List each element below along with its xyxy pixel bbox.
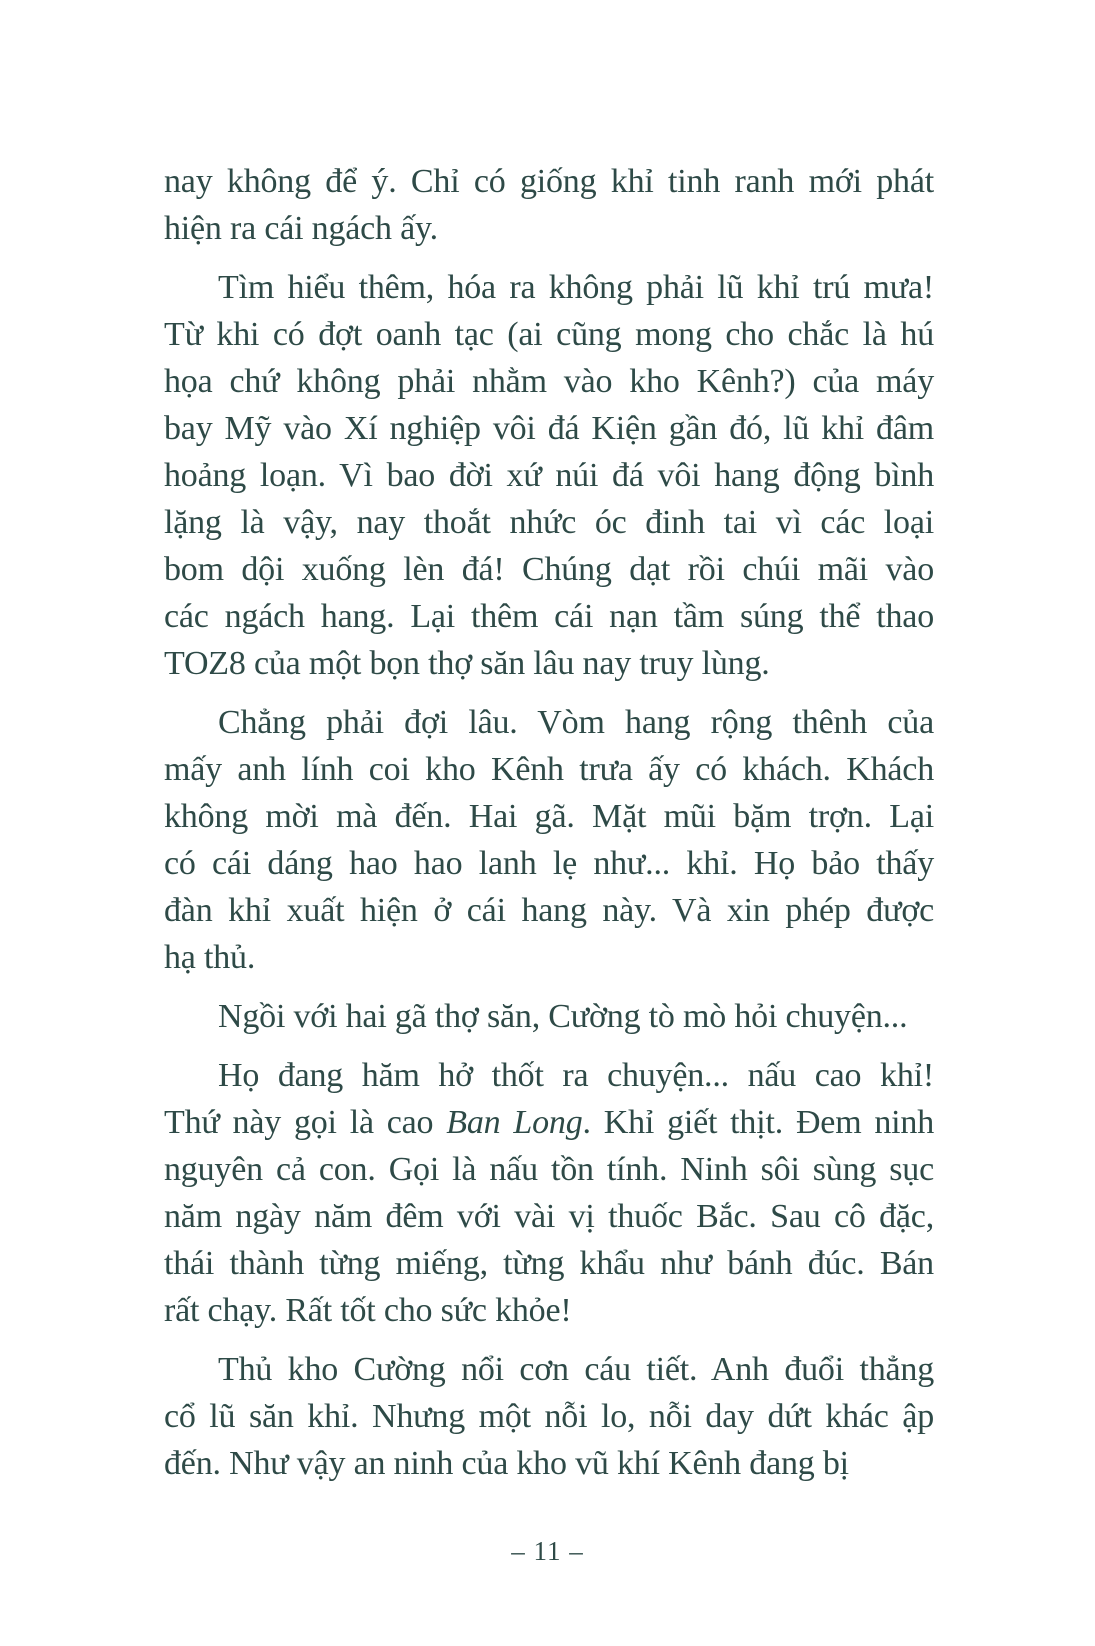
page-number: – 11 –: [511, 1536, 584, 1566]
paragraph: [164, 158, 934, 252]
text-line: [164, 358, 934, 405]
text-line: [164, 1146, 934, 1193]
text-line: [164, 1393, 934, 1440]
text-segment: bay Mỹ vào Xí nghiệp vôi đá Kiện gần đó, lũ khỉ đâm: [164, 410, 934, 447]
text-line: [164, 1099, 934, 1146]
text-line: [164, 1193, 934, 1240]
text-line: [164, 452, 934, 499]
text-line: [164, 499, 934, 546]
paragraph: [164, 1052, 934, 1334]
text-segment: hiện ra cái ngách ấy.: [164, 210, 438, 247]
text-segment: họa chứ không phải nhằm vào kho Kênh?) của máy: [164, 363, 934, 400]
paragraph: [164, 699, 934, 981]
text-segment: TOZ8 của một bọn thợ săn lâu nay truy lùng.: [164, 645, 770, 682]
text-segment: rất chạy. Rất tốt cho sức khỏe!: [164, 1292, 572, 1329]
text-line: [164, 887, 934, 934]
text-line: [164, 640, 934, 687]
text-line: [164, 158, 934, 205]
text-segment: nguyên cả con. Gọi là nấu tồn tính. Ninh sôi sùng sục: [164, 1151, 934, 1188]
text-line: [164, 699, 934, 746]
text-segment: . Khỉ giết thịt. Đem ninh: [582, 1104, 935, 1141]
text-segment: lặng là vậy, nay thoắt nhức óc đinh tai vì các loại: [164, 504, 934, 541]
text-line: [164, 840, 934, 887]
text-segment: Thủ kho Cường nổi cơn cáu tiết. Anh đuổi thẳng: [218, 1351, 934, 1388]
paragraph: [164, 264, 934, 687]
text-segment: Từ khi có đợt oanh tạc (ai cũng mong cho chắc là hú: [164, 316, 934, 353]
text-line: [164, 546, 934, 593]
text-segment: Chẳng phải đợi lâu. Vòm hang rộng thênh của: [218, 704, 934, 741]
text-segment: hạ thủ.: [164, 939, 256, 976]
text-segment: Thứ này gọi là cao: [164, 1104, 447, 1141]
paragraph: [164, 993, 934, 1040]
text-segment: bom dội xuống lèn đá! Chúng dạt rồi chúi mãi vào: [164, 551, 934, 588]
text-segment: hoảng loạn. Vì bao đời xứ núi đá vôi hang động bình: [164, 457, 934, 494]
text-segment: mấy anh lính coi kho Kênh trưa ấy có khách. Khách: [164, 751, 934, 788]
text-segment: không mời mà đến. Hai gã. Mặt mũi bặm trợn. Lại: [164, 798, 934, 835]
text-segment: có cái dáng hao hao lanh lẹ như... khỉ. Họ bảo thấy: [164, 845, 934, 882]
text-line: [164, 405, 934, 452]
text-segment: đàn khỉ xuất hiện ở cái hang này. Và xin phép được: [164, 892, 934, 929]
italic-text-segment: Ban Long: [446, 1104, 583, 1141]
text-line: [164, 793, 934, 840]
paragraph: [164, 1346, 934, 1487]
text-line: [164, 593, 934, 640]
text-segment: cổ lũ săn khỉ. Nhưng một nỗi lo, nỗi day dứt khác ập: [164, 1398, 934, 1435]
text-line: [164, 934, 934, 981]
text-line: [164, 205, 934, 252]
text-line: [164, 311, 934, 358]
text-segment: Ngồi với hai gã thợ săn, Cường tò mò hỏi chuyện...: [218, 998, 908, 1035]
text-line: [164, 993, 934, 1040]
text-line: [164, 746, 934, 793]
text-block: [164, 158, 934, 1487]
text-segment: Họ đang hăm hở thốt ra chuyện... nấu cao khỉ!: [218, 1057, 934, 1094]
text-line: [164, 1440, 934, 1487]
text-line: [164, 1240, 934, 1287]
text-segment: các ngách hang. Lại thêm cái nạn tầm súng thể thao: [164, 598, 934, 635]
text-segment: Tìm hiểu thêm, hóa ra không phải lũ khỉ trú mưa!: [218, 269, 934, 306]
text-segment: năm ngày năm đêm với vài vị thuốc Bắc. Sau cô đặc,: [164, 1198, 934, 1235]
text-line: [164, 1287, 934, 1334]
text-line: [164, 1052, 934, 1099]
text-segment: nay không để ý. Chỉ có giống khỉ tinh ranh mới phát: [164, 163, 934, 200]
text-segment: đến. Như vậy an ninh của kho vũ khí Kênh đang bị: [164, 1445, 849, 1482]
text-line: [164, 264, 934, 311]
text-segment: thái thành từng miếng, từng khẩu như bánh đúc. Bán: [164, 1245, 934, 1282]
text-line: [164, 1346, 934, 1393]
